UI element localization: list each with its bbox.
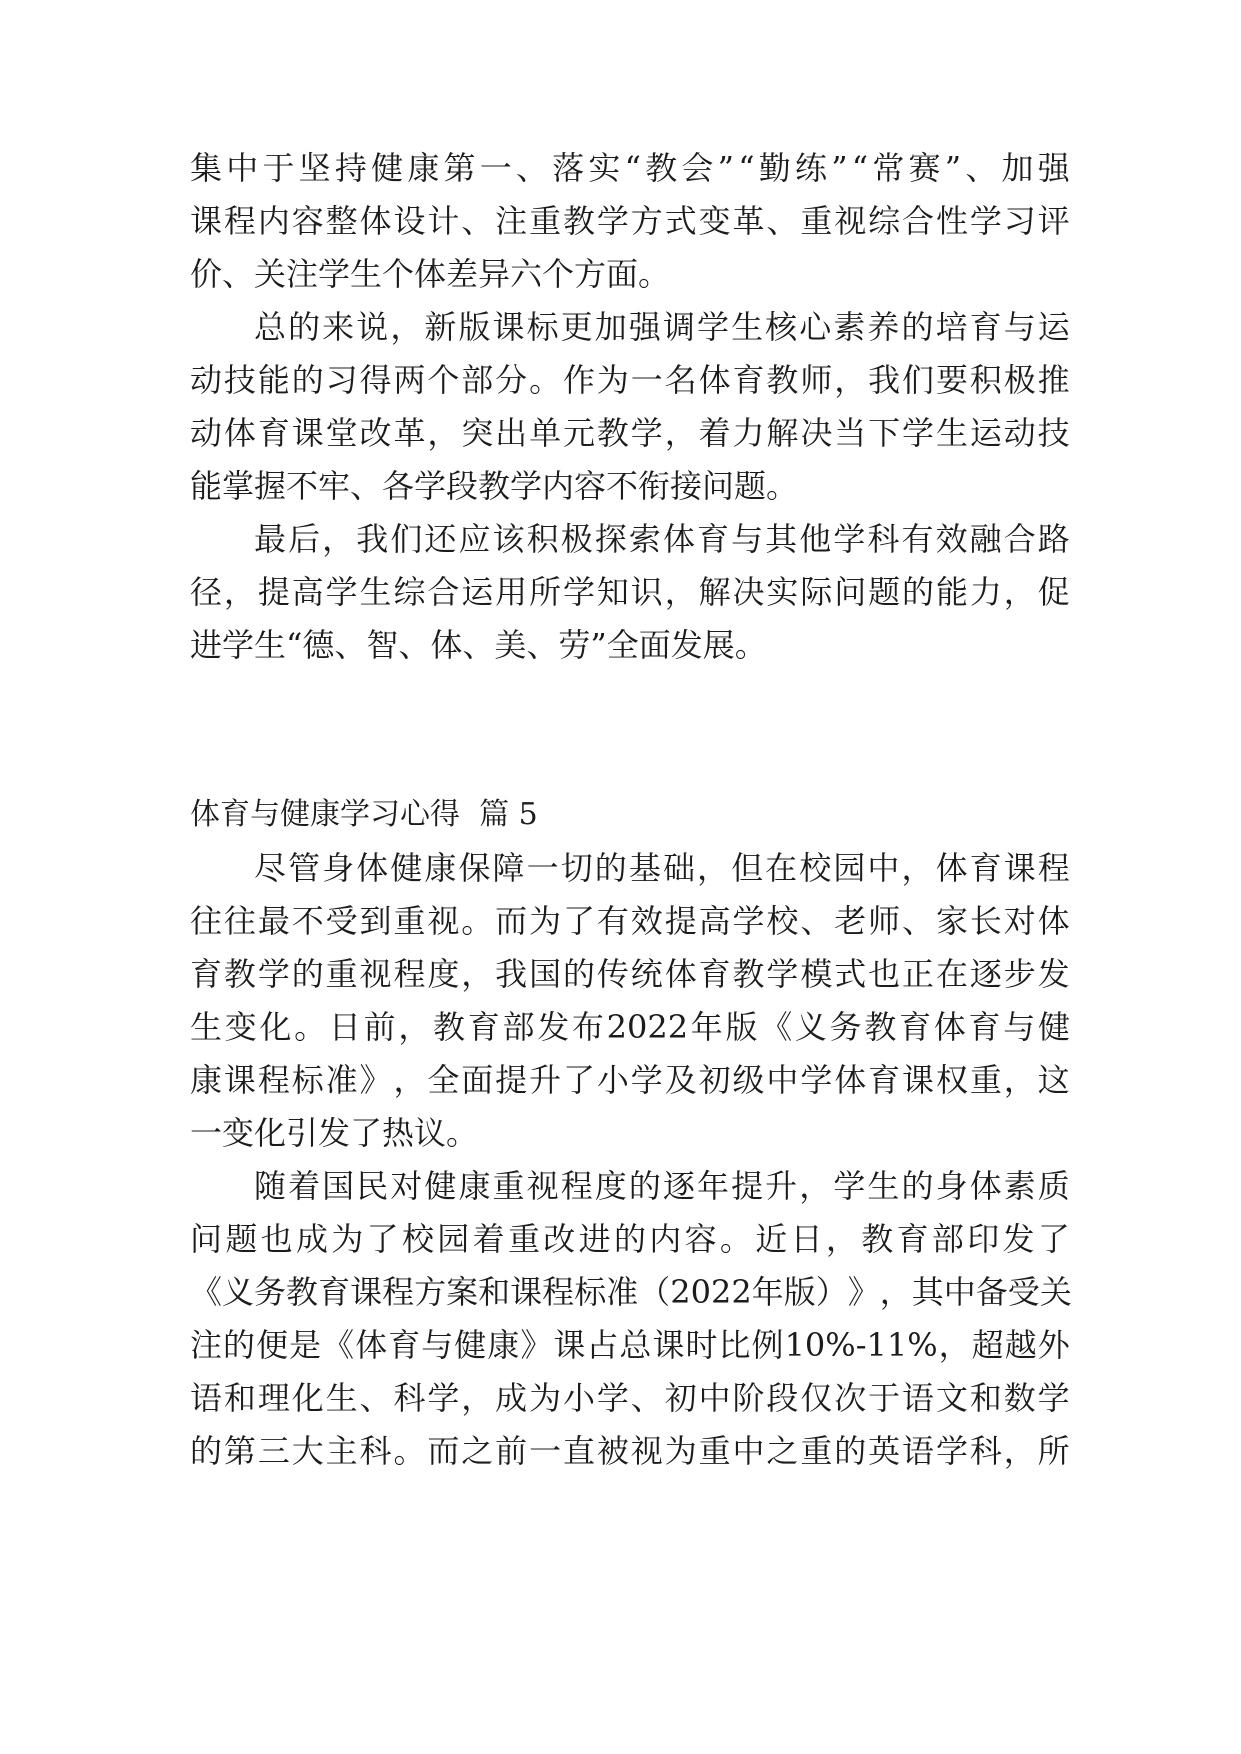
paragraph-5-line-1: 随 着 国 民 对 健 康 重 视 程 度 的 逐 年 提 升 ， 学 生 的 身 体 素 质	[254, 1167, 1070, 1205]
paragraph-3-line-2: 径 ， 提 高 学 生 综 合 运 用 所 学 知 识 ， 解 决 实 际 问 题 的 能 力 ， 促	[190, 573, 1070, 611]
paragraph-5-line-4: 注 的 便 是 《 体 育 与 健 康 》 课 占 总 课 时 比 例 10%-11% ， 超 越 外	[190, 1326, 1070, 1364]
paragraph-4-line-5: 康 课 程 标 准 》 ， 全 面 提 升 了 小 学 及 初 级 中 学 体 育 课 权 重 ， 这	[190, 1061, 1070, 1099]
paragraph-2-line-2: 动 技 能 的 习 得 两 个 部 分 。 作 为 一 名 体 育 教 师 ， 我 们 要 积 极 推	[190, 361, 1070, 399]
paragraph-5-line-6: 的 第 三 大 主 科 。 而 之 前 一 直 被 视 为 重 中 之 重 的 英 语 学 科 ， 所	[190, 1432, 1070, 1470]
paragraph-5-line-3: 《 义 务 教 育 课 程 方 案 和 课 程 标 准 （ 2022 年 版 ） 》 ， 其 中 备 受 关	[190, 1273, 1072, 1311]
paragraph-4-line-4: 生 变 化 。 日 前 ， 教 育 部 发 布 2022 年 版 《 义 务 教 育 体 育 与 健	[190, 1008, 1070, 1046]
paragraph-2-line-1: 总 的 来 说 ， 新 版 课 标 更 加 强 调 学 生 核 心 素 养 的 培 育 与 运	[254, 308, 1070, 346]
paragraph-2-line-4: 能掌握不牢、各学段教学内容不衔接问题。	[190, 467, 799, 505]
paragraph-2-line-3: 动 体 育 课 堂 改 革 ， 突 出 单 元 教 学 ， 着 力 解 决 当 下 学 生 运 动 技	[190, 414, 1070, 452]
paragraph-1-line-1: 集 中 于 坚 持 健 康 第 一 、 落 实 “ 教 会 ” “ 勤 练 ” “ 常 赛 ” 、 加 强	[190, 149, 1070, 187]
paragraph-4-line-1: 尽 管 身 体 健 康 保 障 一 切 的 基 础 ， 但 在 校 园 中 ， 体 育 课 程	[254, 849, 1070, 887]
paragraph-4-line-2: 往 往 最 不 受 到 重 视 。 而 为 了 有 效 提 高 学 校 、 老 师 、 家 长 对 体	[190, 902, 1070, 940]
paragraph-3-line-3: 进学生“德、智、体、美、劳”全面发展。	[190, 626, 767, 664]
paragraph-4-line-3: 育 教 学 的 重 视 程 度 ， 我 国 的 传 统 体 育 教 学 模 式 也 正 在 逐 步 发	[190, 955, 1070, 993]
paragraph-1-line-2: 课 程 内 容 整 体 设 计 、 注 重 教 学 方 式 变 革 、 重 视 综 合 性 学 习 评	[190, 202, 1070, 240]
paragraph-1-line-3: 价、关注学生个体差异六个方面。	[190, 255, 671, 293]
section-heading: 体育与健康学习心得 篇 5	[190, 797, 538, 832]
paragraph-5-line-5: 语 和 理 化 生 、 科 学 ， 成 为 小 学 、 初 中 阶 段 仅 次 于 语 文 和 数 学	[190, 1379, 1070, 1417]
paragraph-3-line-1: 最 后 ， 我 们 还 应 该 积 极 探 索 体 育 与 其 他 学 科 有 效 融 合 路	[254, 520, 1070, 558]
paragraph-5-line-2: 问 题 也 成 为 了 校 园 着 重 改 进 的 内 容 。 近 日 ， 教 育 部 印 发 了	[190, 1220, 1070, 1258]
paragraph-4-line-6: 一变化引发了热议。	[190, 1114, 479, 1152]
